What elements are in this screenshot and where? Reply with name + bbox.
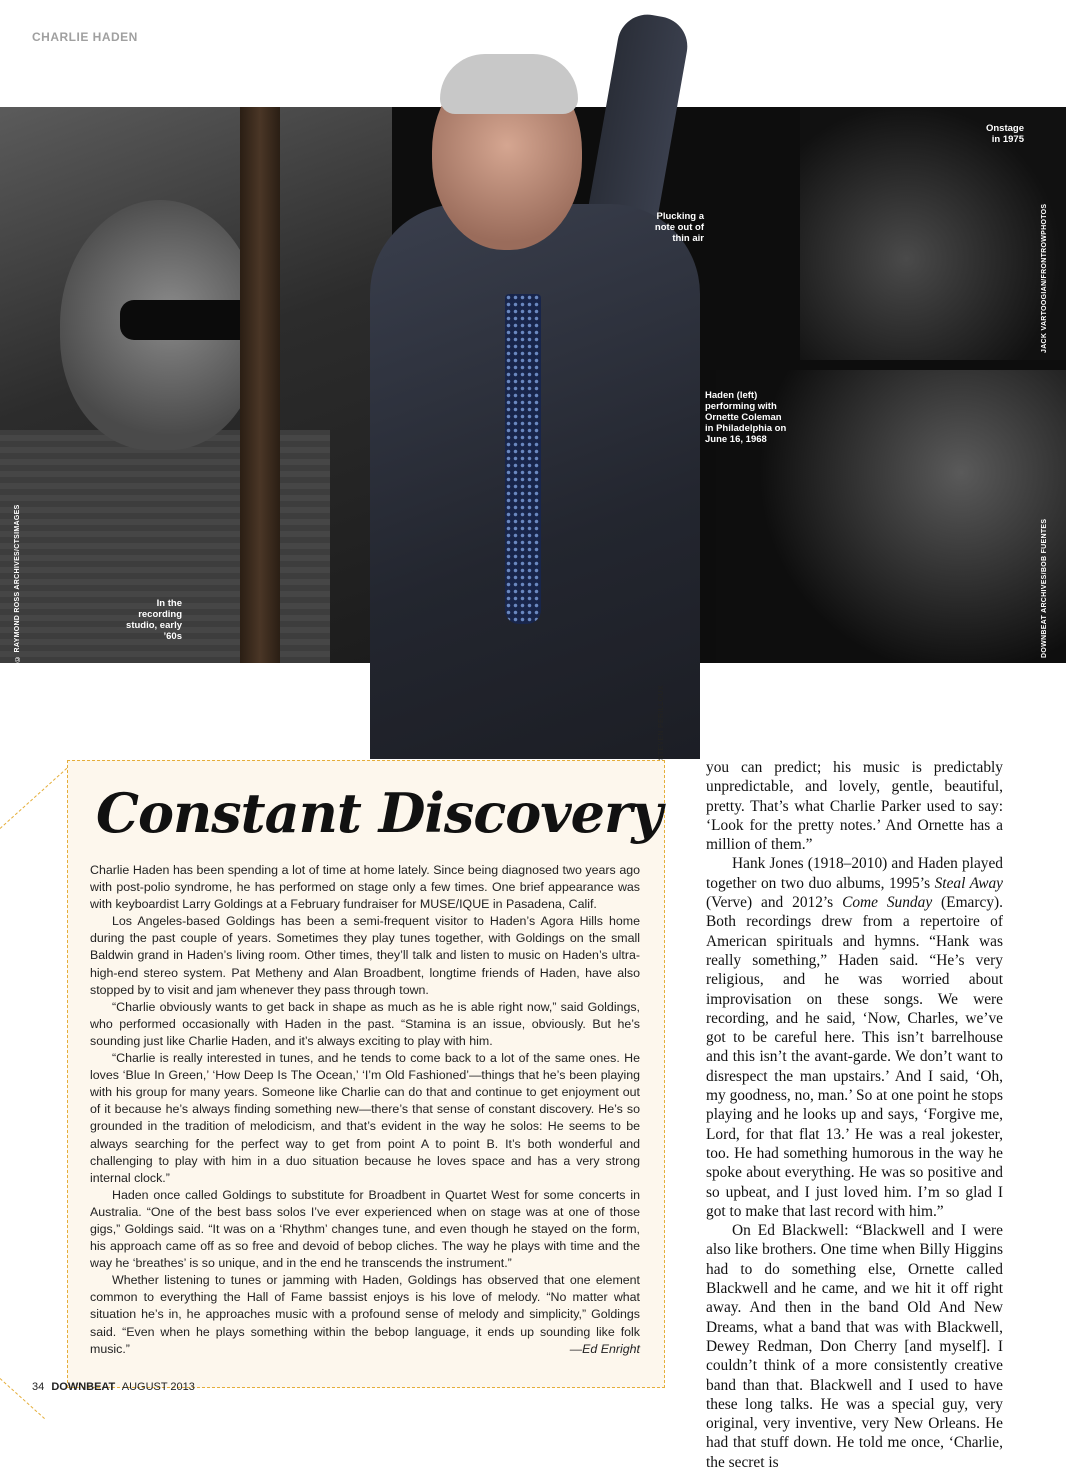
issue-date: AUGUST 2013 [121, 1381, 195, 1393]
page-number: 34 [32, 1381, 45, 1393]
caption-center: Plucking a note out of thin air [654, 211, 704, 244]
sidebar-paragraph: “Charlie obviously wants to get back in shape as much as he is able right now,” said Goldings, who performed occasionally with Haden in the past. “Stamina is an issue, obviously. But he’s sounding just like Charlie Haden, and it’s always exciting to play with him. [90, 999, 640, 1048]
photo-bass-neck [240, 107, 280, 663]
sidebar-paragraph [90, 1272, 640, 1357]
credit-topright: JACK VARTOOGIAN/FRONTROWPHOTOS [1041, 203, 1048, 353]
article-text: (Emarcy). Both recordings drew from a repertoire of American spirituals and hymns. “Hank was really something,” Haden said. “He’s very religious, and he was worried about improvisation on these songs. We were recording, and he said, ‘Now, Charles, we’ve got to be careful here. This isn’t barrelhouse and this isn’t the avant-garde. We don’t want to disrespect the man upstairs.’ And I said, ‘Oh, my goodness, no, man.’ So at one point he stops playing and he looks up and says, ‘Forgive me, Lord, for that flat 13.’ He was a real jokester, too. He had something humorous in the way he spoke about everything. He was so positive and so upbeat, and I just loved him. I’m so glad I got to make that last record with him.” [706, 894, 1004, 1220]
caption-bottomright: Haden (left) performing with Ornette Coleman in Philadelphia on June 16, 1968 [705, 390, 787, 445]
article-paragraph: you can predict; his music is predictably unpredictable, and lovely, gentle, beautiful, pretty. That’s what Charlie Parker used to say: ‘Look for the pretty notes.’ And Ornette has a million of them.” [706, 759, 1003, 854]
sidebar-title: Constant Discovery [96, 781, 662, 845]
photo-tie [505, 294, 541, 624]
page-footer [32, 1381, 195, 1393]
sidebar-paragraph-text: Whether listening to tunes or jamming with Haden, Goldings has observed that one element common to everything the Hall of Fame bassist enjoys is his love of melody. “No matter what situation he’s in, he approaches music with a profound sense of melody and simplicity,” Goldings said. “Even when he plays something within the bebop language, it ends up sounding like folk music.” [90, 1273, 640, 1356]
section-label: CHARLIE HADEN [32, 30, 138, 44]
credit-left: © RAYMOND ROSS ARCHIVES/CTSIMAGES [14, 504, 21, 662]
article-paragraph: On Ed Blackwell: “Blackwell and I were also like brothers. One time when Billy Higgins had to do something else, Ornette called Blackwell and he came, and we hit it off right away. And then in the band Old And New Dreams, what a band that was with Blackwell, Dewey Redman, Don Cherry [and myself]. I couldn’t think of a more consistently creative band than that. Blackwell and I used to have these long talks. He was a special guy, very original, very inventive, very New Orleans. He had that stuff down. He told me once, ‘Charlie, the secret is [706, 1222, 1003, 1471]
album-title: Come Sunday [842, 894, 933, 912]
article-paragraph [706, 854, 1003, 1221]
sidebar-paragraph: “Charlie is really interested in tunes, and he tends to come back to a lot of the same ones. He loves ‘Blue In Green,’ ‘How Deep Is The Ocean,’ ‘I’m Old Fashioned’—things that he’s been playing with his group for many years. Someone like Charlie can do that and continue to get enjoyment out of it because he’s always finding something new—there’s that sense of constant discovery. He’s so grounded in the tradition of melodicism, and that’s evident in the way he solos: He seems to be always searching for the perfect way to get from point A to point B. It’s both wonderful and challenging to play with him in a duo situation because he loves space and has a very strong internal clock.” [90, 1051, 640, 1185]
photo-hair [440, 54, 578, 114]
caption-left: In the recording studio, early ’60s [126, 598, 182, 642]
credit-center: STEVEN PERILLOUX [658, 685, 665, 760]
sidebar-box [67, 760, 665, 1388]
credit-bottomright: DOWNBEAT ARCHIVES/BOB FUENTES [1041, 518, 1048, 658]
magazine-name: DOWNBEAT [51, 1381, 116, 1393]
article-text: Hank Jones (1918–2010) and Haden played together on two duo albums, 1995’s [706, 855, 1003, 892]
album-title: Steal Away [934, 874, 1003, 892]
caption-topright: Onstage in 1975 [985, 123, 1024, 145]
sidebar-paragraph: Los Angeles-based Goldings has been a semi-frequent visitor to Haden’s Agora Hills home during the past couple of years. Sometimes they play tunes together, with Goldings on the small Baldwin grand in Haden’s living room. Other times, they’ll talk and listen to music on Haden’s ultra-high-end stereo system. Pat Metheny and Alan Broadbent, longtime friends of Haden, have also stopped by to visit and jam whenever they pass through town. [90, 914, 640, 997]
photo-center-haden [370, 14, 700, 759]
sidebar-paragraph: Haden once called Goldings to substitute for Broadbent in Quartet West for some concerts in Australia. “One of the best bass solos I’ve ever experienced when on stage was at one of those gigs,” Goldings said. “It was on a ‘Rhythm’ changes tune, and even though he stayed on the form, his approach came off as so free and devoid of bebop cliches. The way he plays with time and the way he ‘breathes’ is so unique, and in the end he transcends the instrument.” [90, 1187, 640, 1271]
article-column [706, 758, 1003, 1472]
sidebar-paragraph: Charlie Haden has been spending a lot of time at home lately. Since being diagnosed two years ago with post-polio syndrome, he has performed on stage only a few times. One brief appearance was with keyboardist Larry Goldings at a February fundraiser for MUSE/IQUE in Pasadena, Calif. [90, 863, 640, 912]
article-text: (Verve) and 2012’s [706, 894, 843, 912]
sidebar-body [90, 862, 640, 1358]
photo-onstage-1975 [800, 107, 1066, 360]
decorative-dashed-line [0, 768, 67, 829]
byline: —Ed Enright [569, 1341, 640, 1356]
